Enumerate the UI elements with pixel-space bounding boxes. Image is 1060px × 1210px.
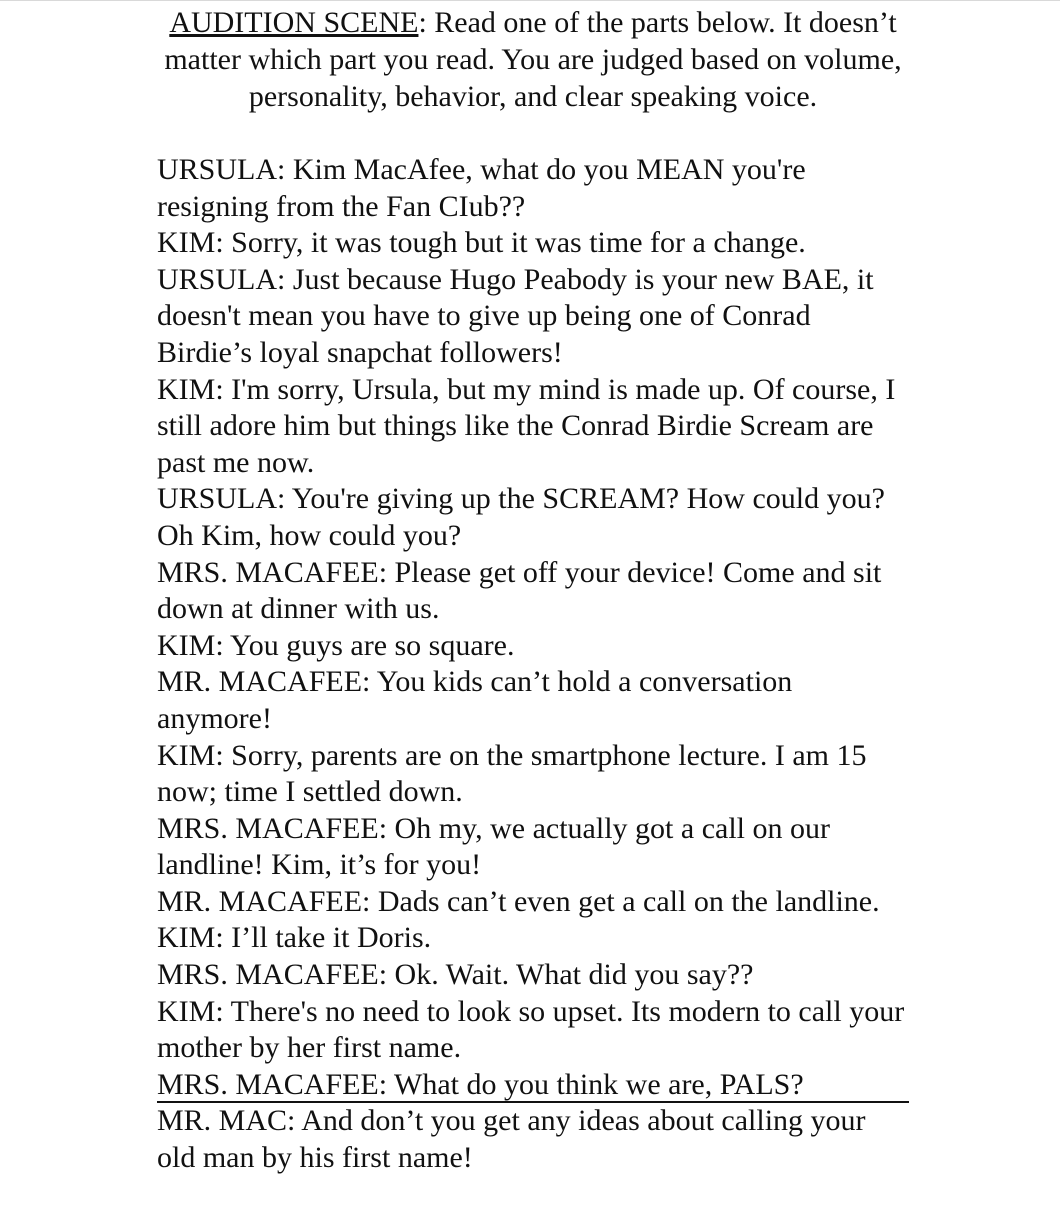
dialogue-line: URSULA: Kim MacAfee, what do you MEAN you're resigning from the Fan CIub?? bbox=[157, 153, 806, 223]
top-border bbox=[0, 0, 1060, 1]
dialogue-line: KIM: Sorry, parents are on the smartphone lecture. I am 15 now; time I settled down. bbox=[157, 738, 867, 809]
dialogue-line: KIM: Sorry, it was tough but it was time for a change. bbox=[157, 226, 806, 260]
dialogue-line: MRS. MACAFEE: What do you think we are, PALS? bbox=[157, 1067, 804, 1101]
dialogue-line: MRS. MACAFEE: Please get off your device! Come and sit down at dinner with us. bbox=[157, 555, 882, 626]
dialogue-line: KIM: You guys are so square. bbox=[157, 628, 515, 662]
dialogue-line: MR. MACAFEE: Dads can’t even get a call on the landline. bbox=[157, 884, 880, 918]
dialogue-line: KIM: I’ll take it Doris. bbox=[157, 921, 432, 955]
dialogue-line: MR. MAC: And don’t you get any ideas about calling your old man by his first name! bbox=[157, 1104, 866, 1175]
dialogue-line: URSULA: You're giving up the SCREAM? How could you? Oh Kim, how could you? bbox=[157, 482, 885, 552]
document-page bbox=[157, 4, 917, 1177]
dialogue-script bbox=[157, 152, 917, 1177]
dialogue-line: KIM: I'm sorry, Ursula, but my mind is made up. Of course, I still adore him but things like the Conrad Birdie Scream are past me now. bbox=[157, 372, 896, 479]
intro-paragraph bbox=[157, 4, 909, 115]
intro-heading: AUDITION SCENE bbox=[169, 6, 419, 39]
dialogue-line: URSULA: Just because Hugo Peabody is your new BAE, it doesn't mean you have to give up being one of Conrad Birdie’s loyal snapchat followers! bbox=[157, 262, 874, 369]
dialogue-line: MRS. MACAFEE: Oh my, we actually got a call on our landline! Kim, it’s for you! bbox=[157, 811, 830, 882]
dialogue-line: KIM: There's no need to look so upset. Its modern to call your mother by her first name. bbox=[157, 994, 905, 1065]
dialogue-line: MR. MACAFEE: You kids can’t hold a conversation anymore! bbox=[157, 665, 793, 735]
intro-text: : Read one of the parts below. It doesn’t matter which part you read. You are judged based on volume, personality, behavior, and clear speaking voice. bbox=[164, 6, 902, 113]
dialogue-line: MRS. MACAFEE: Ok. Wait. What did you say?? bbox=[157, 958, 754, 992]
